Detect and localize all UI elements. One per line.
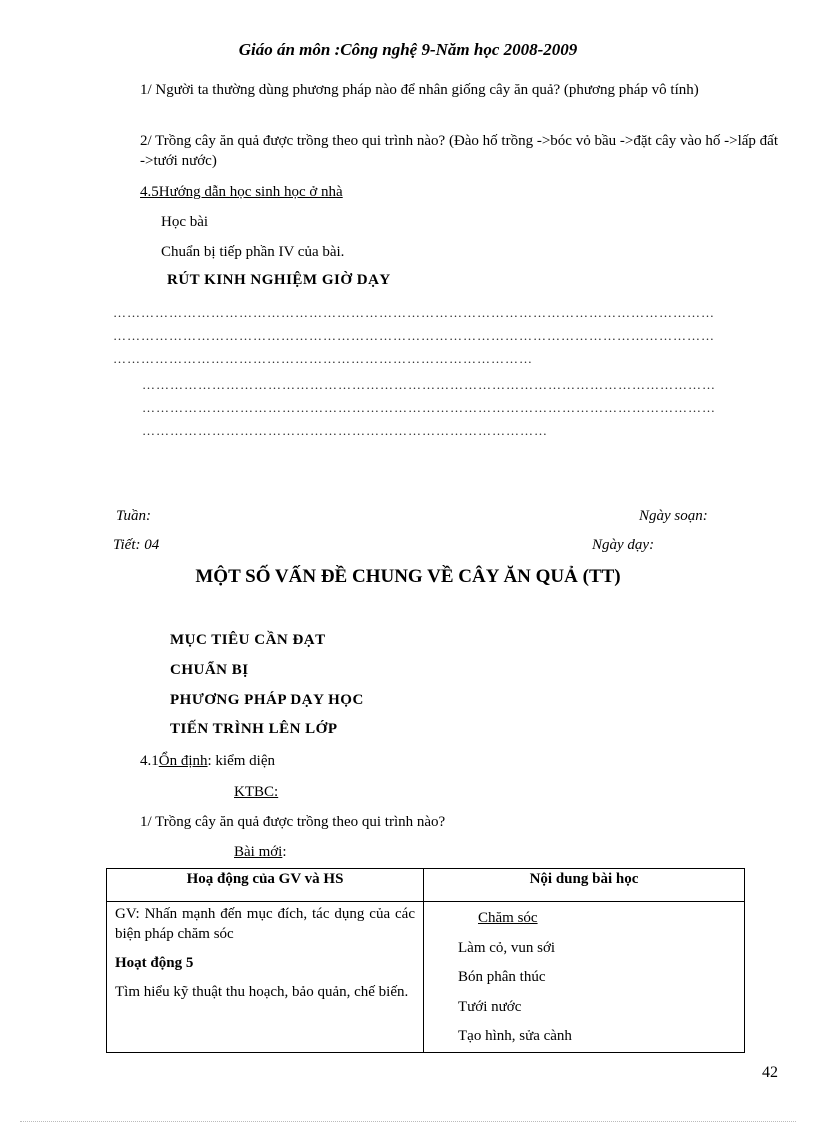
- experience-heading: RÚT KINH NGHIỆM GIỜ DẠY: [167, 272, 391, 288]
- review-question-2: 2/ Trồng cây ăn quả được trồng theo qui trình nào? (Đào hố trồng ->bóc vỏ bầu ->đặt cây vào hố ->lấp đất ->tưới nước): [140, 133, 778, 169]
- section-preparation: CHUẨN BỊ: [170, 662, 249, 678]
- dotted-line-3: ………………………………………………………………………………: [113, 351, 533, 366]
- page-number: 42: [762, 1064, 778, 1081]
- stability-rest: : kiểm diện: [207, 753, 275, 769]
- teach-date-label: Ngày dạy:: [592, 537, 655, 553]
- table-header-row: [107, 869, 745, 902]
- new-lesson-suffix: :: [282, 844, 287, 860]
- activities-cell: [107, 902, 424, 1053]
- page-header: Giáo án môn :Công nghệ 9-Năm học 2008-2009: [238, 40, 578, 59]
- homework-item-prepare: Chuẩn bị tiếp phần IV của bài.: [161, 244, 345, 260]
- section-procedure: TIẾN TRÌNH LÊN LỚP: [170, 721, 338, 737]
- homework-item-study: Học bài: [161, 214, 209, 230]
- activity-text: Tìm hiểu kỹ thuật thu hoạch, bảo quản, chế biến.: [115, 984, 409, 1000]
- dotted-line-6: ……………………………………………………………………………: [142, 423, 548, 438]
- section-methods: PHƯƠNG PHÁP DẠY HỌC: [170, 692, 364, 708]
- dotted-line-2: …………………………………………………………………………………………………………………: [113, 328, 715, 343]
- stability-label: Ổn định: [158, 753, 208, 769]
- teacher-note: GV: Nhấn mạnh đến mục đích, tác dụng của các biện pháp chăm sóc: [115, 906, 415, 942]
- care-heading: Chăm sóc: [478, 910, 538, 926]
- activity-title: Hoạt động 5: [115, 955, 194, 971]
- table-row: [107, 902, 745, 1053]
- stability-line: [140, 751, 275, 771]
- table-header-activities: Hoạ động của GV và HS: [107, 869, 424, 902]
- week-label: Tuần:: [116, 508, 152, 524]
- list-item: Làm cỏ, vun sới: [458, 939, 556, 956]
- review-question-1: 1/ Người ta thường dùng phương pháp nào để nhân giống cây ăn quả? (phương pháp vô tính): [140, 82, 699, 98]
- check-old-lesson-label: KTBC:: [234, 784, 279, 800]
- table-header-content: Nội dung bài học: [424, 869, 745, 902]
- list-item: Tạo hình, sửa cành: [458, 1028, 572, 1044]
- section-objectives: MỤC TIÊU CẦN ĐẠT: [170, 632, 326, 648]
- page-bottom-divider: [20, 1121, 796, 1122]
- prep-date-label: Ngày soạn:: [639, 508, 708, 524]
- content-cell: [424, 902, 745, 1053]
- list-item: Bón phân thúc: [458, 969, 546, 985]
- stability-prefix: 4.1: [140, 753, 159, 769]
- lesson-title: MỘT SỐ VẤN ĐỀ CHUNG VỀ CÂY ĂN QUẢ (TT): [195, 566, 621, 587]
- period-label: Tiết: 04: [113, 537, 160, 553]
- lesson-table: [106, 868, 745, 1053]
- homework-heading: 4.5Hướng dẫn học sinh học ở nhà: [140, 184, 343, 200]
- new-lesson-line: [234, 842, 287, 862]
- list-item: Tưới nước: [458, 998, 522, 1015]
- dotted-line-4: ……………………………………………………………………………………………………………: [142, 377, 716, 392]
- dotted-line-5: ……………………………………………………………………………………………………………: [142, 400, 716, 415]
- check-question: 1/ Trồng cây ăn quả được trồng theo qui trình nào?: [140, 814, 446, 830]
- new-lesson-label: Bài mới: [234, 844, 283, 860]
- dotted-line-1: …………………………………………………………………………………………………………………: [113, 305, 715, 320]
